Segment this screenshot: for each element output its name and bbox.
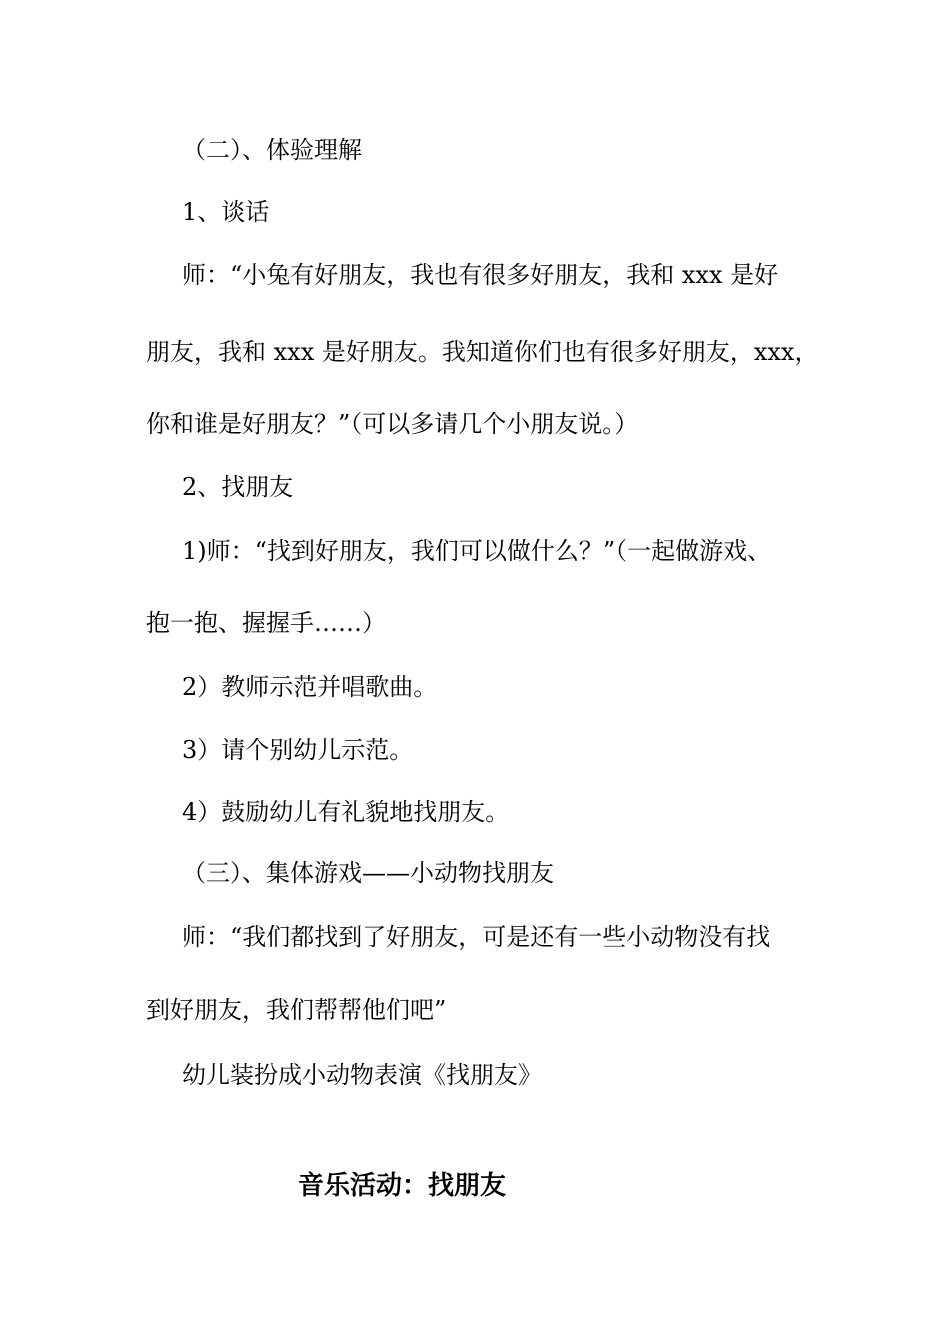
item-2-sub-1-line-2: 抱一抱、握握手……） bbox=[146, 609, 386, 637]
item-1-paragraph-line-2: 朋友，我和 xxx 是好朋友。我知道你们也有很多好朋友，xxx， bbox=[146, 338, 819, 366]
item-1-paragraph-line-3: 你和谁是好朋友？”（可以多请几个小朋友说。） bbox=[146, 410, 639, 438]
item-1-heading: 1、谈话 bbox=[182, 198, 270, 226]
item-2-sub-3: 3）请个别幼儿示范。 bbox=[182, 736, 414, 764]
item-2-sub-2: 2）教师示范并唱歌曲。 bbox=[182, 673, 438, 701]
item-2-heading: 2、找朋友 bbox=[182, 473, 294, 501]
section-heading-2: （二）、体验理解 bbox=[182, 136, 362, 164]
section-heading-3: （三）、集体游戏——小动物找朋友 bbox=[182, 859, 554, 887]
item-2-sub-1-line-1: 1)师：“找到好朋友，我们可以做什么？”（一起做游戏、 bbox=[182, 537, 772, 565]
section-3-paragraph-2: 幼儿装扮成小动物表演《找朋友》 bbox=[182, 1061, 542, 1089]
item-1-paragraph-line-1: 师：“小兔有好朋友，我也有很多好朋友，我和 xxx 是好 bbox=[182, 261, 779, 289]
section-3-paragraph-line-2: 到好朋友，我们帮帮他们吧” bbox=[146, 996, 447, 1024]
item-2-sub-4: 4）鼓励幼儿有礼貌地找朋友。 bbox=[182, 798, 510, 826]
section-3-paragraph-line-1: 师：“我们都找到了好朋友，可是还有一些小动物没有找 bbox=[182, 923, 771, 951]
next-activity-title: 音乐活动：找朋友 bbox=[298, 1171, 507, 1201]
